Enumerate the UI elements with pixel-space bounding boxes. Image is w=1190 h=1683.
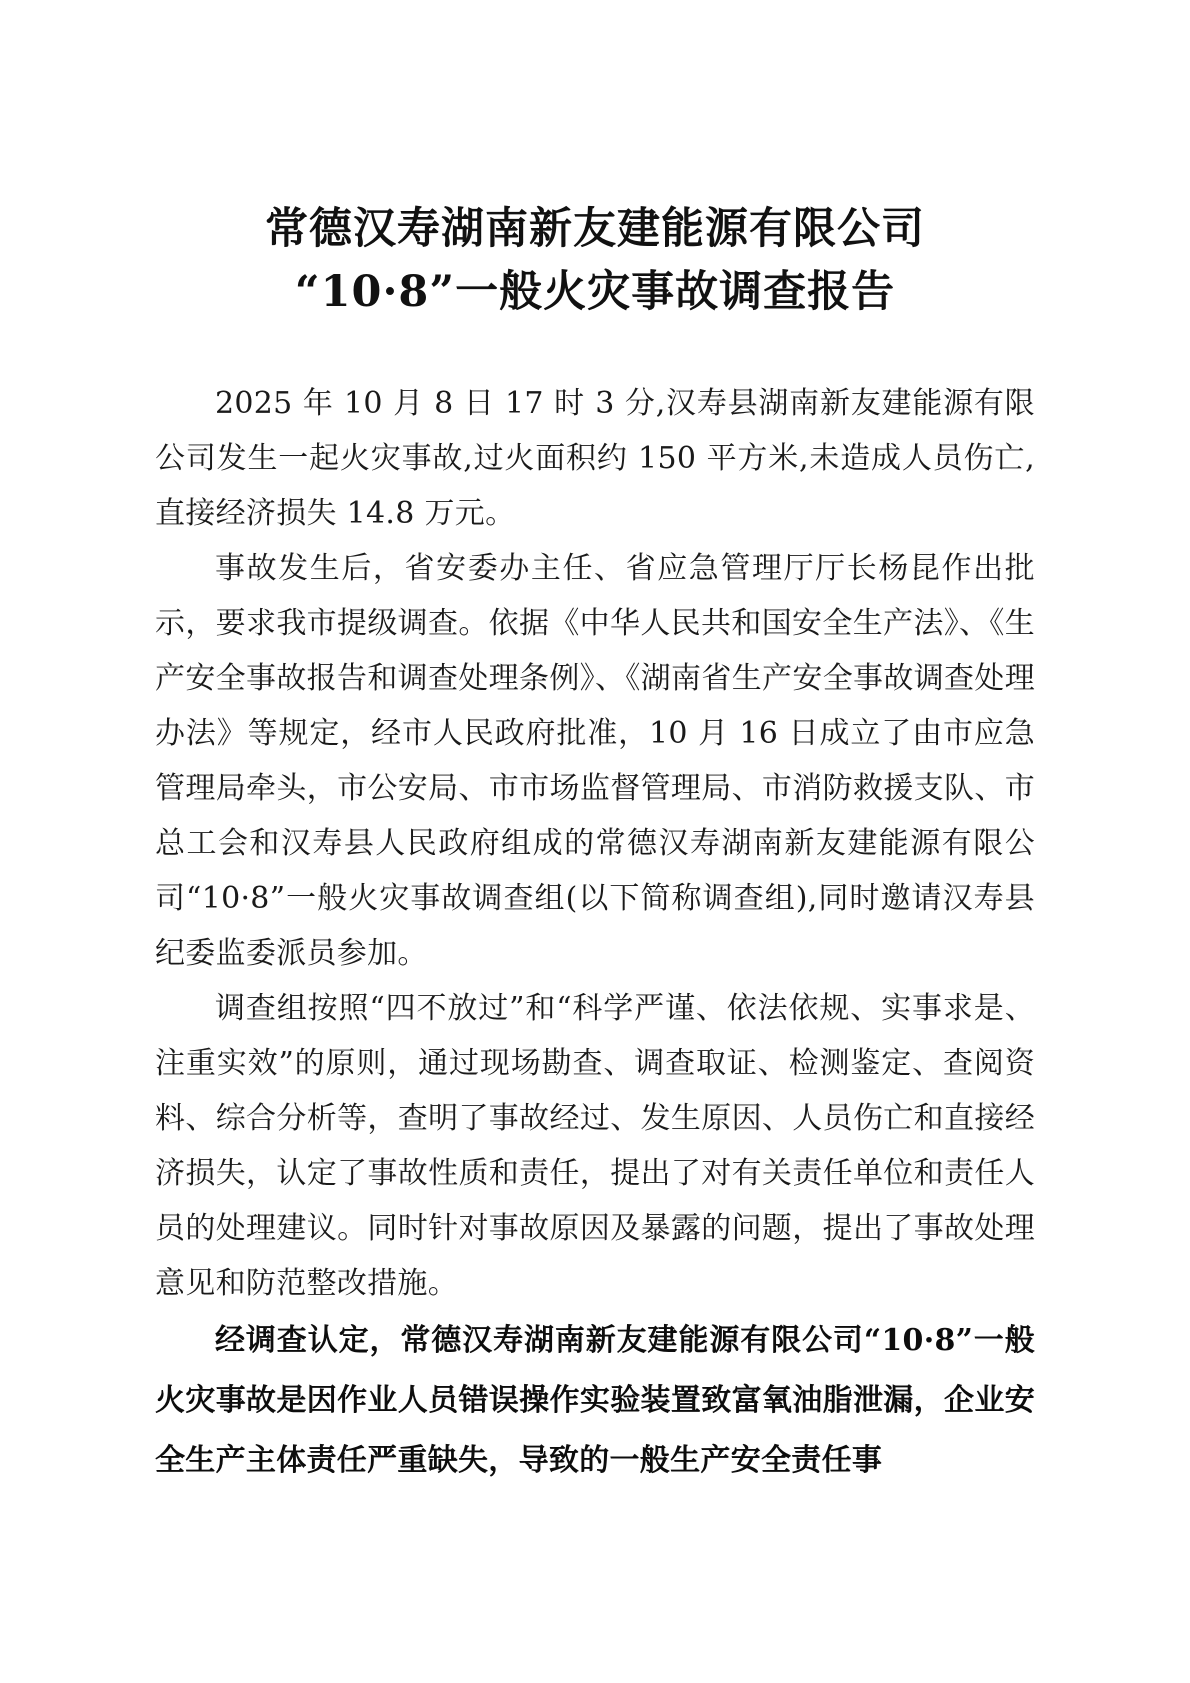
paragraph-conclusion: 经调查认定，常德汉寿湖南新友建能源有限公司“10·8”一般火灾事故是因作业人员错误操作实验装置致富氧油脂泄漏，企业安全生产主体责任严重缺失，导致的一般生产安全责任事 [155, 1323, 1035, 1478]
paragraph-investigation-principles: 调查组按照“四不放过”和“科学严谨、依法依规、实事求是、注重实效”的原则，通过现场勘查、调查取证、检测鉴定、查阅资料、综合分析等，查明了事故经过、发生原因、人员伤亡和直接经济损失，认定了事故性质和责任，提出了对有关责任单位和责任人员的处理建议。同时针对事故原因及暴露的问题，提出了事故处理意见和防范整改措施。 [155, 991, 1035, 1301]
title-line-2: “10·8”一般火灾事故调查报告 [294, 267, 896, 317]
document-body [155, 376, 1035, 1491]
document-title [150, 198, 1040, 324]
paragraph-incident-summary: 2025 年 10 月 8 日 17 时 3 分,汉寿县湖南新友建能源有限公司发生一起火灾事故,过火面积约 150 平方米,未造成人员伤亡,直接经济损失 14.8 万元。 [155, 386, 1035, 531]
paragraph-investigation-setup: 事故发生后，省安委办主任、省应急管理厅厅长杨昆作出批示，要求我市提级调查。依据《中华人民共和国安全生产法》、《生产安全事故报告和调查处理条例》、《湖南省生产安全事故调查处理办法》等规定，经市人民政府批准，10 月 16 日成立了由市应急管理局牵头，市公安局、市市场监督管理局、市消防救援支队、市总工会和汉寿县人民政府组成的常德汉寿湖南新友建能源有限公司“10·8”一般火灾事故调查组(以下简称调查组),同时邀请汉寿县纪委监委派员参加。 [155, 551, 1035, 971]
title-line-1: 常德汉寿湖南新友建能源有限公司 [265, 204, 925, 254]
